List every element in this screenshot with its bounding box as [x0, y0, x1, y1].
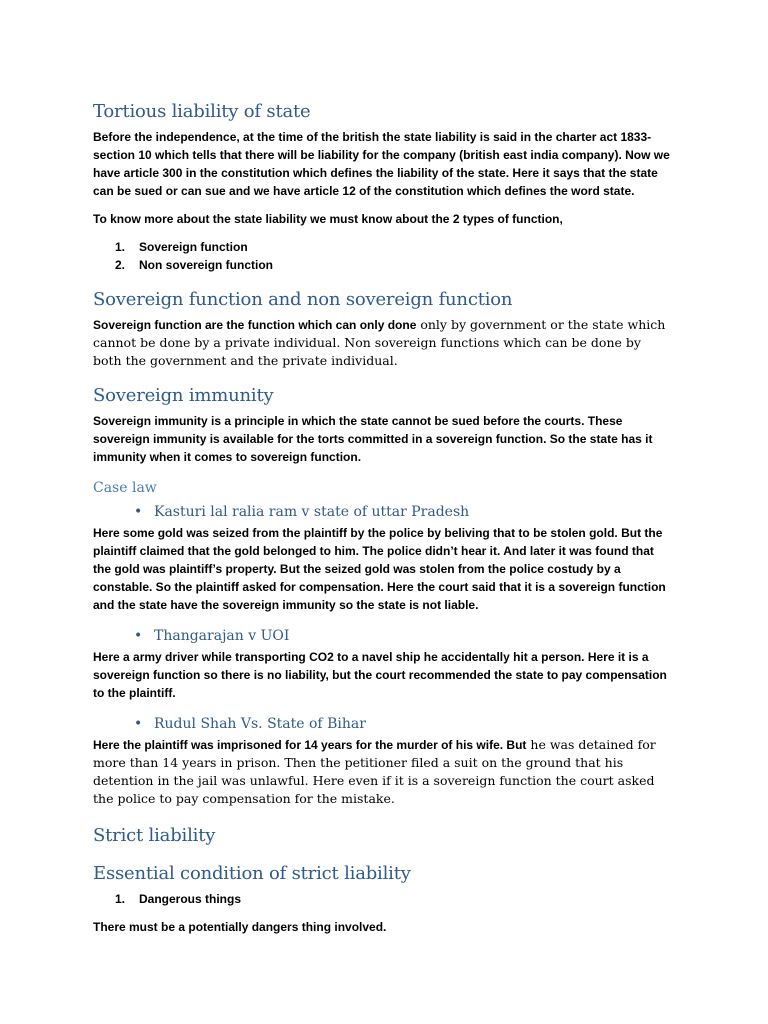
heading-strict-liability: Strict liability	[93, 825, 216, 846]
list-item: 2. Non sovereign function	[115, 258, 274, 272]
paragraph-case-thangarajan: Here a army driver while transporting CO2 to a navel ship he accidentally hit a person. Here it is a sovereign function so there is no liability, but the court recommended the state to pay compensation to the plaintiff.	[93, 650, 667, 700]
heading-case-law: Case law	[93, 480, 157, 496]
list-item: 1. Dangerous things	[115, 892, 242, 906]
paragraph-sovereign-function: Sovereign function are the function which can only done only by government or the state which cannot be done by a private individual. Non sovereign functions which can be done by both the government and the private individual.	[93, 317, 666, 368]
heading-sovereign-function: Sovereign function and non sovereign function	[93, 289, 513, 310]
paragraph-dangerous-thing: There must be a potentially dangers thing involved.	[93, 920, 387, 934]
heading-tortious-liability: Tortious liability of state	[93, 101, 311, 122]
paragraph-types-of-function: To know more about the state liability we must know about the 2 types of function,	[93, 212, 563, 226]
case-title-kasturi-lal: • Kasturi lal ralia ram v state of uttar Pradesh	[134, 504, 470, 520]
case-title-rudul-shah: • Rudul Shah Vs. State of Bihar	[134, 716, 366, 732]
essential-conditions-list	[93, 890, 673, 908]
paragraph-case-kasturi-lal: Here some gold was seized from the plaintiff by the police by beliving that to be stolen gold. But the plaintiff claimed that the gold belonged to him. The police didn’t hear it. And later it was found that the gold was plaintiff’s property. But the seized gold was stolen from the police costudy by a constable. So the plaintiff asked for compensation. Here the court said that it is a sovereign function and the state have the sovereign immunity so the state is not liable.	[93, 526, 666, 612]
heading-sovereign-immunity: Sovereign immunity	[93, 385, 274, 406]
heading-essential-condition: Essential condition of strict liability	[93, 863, 411, 884]
case-title-thangarajan: • Thangarajan v UOI	[134, 628, 290, 644]
paragraph-case-rudul-shah: Here the plaintiff was imprisoned for 14 years for the murder of his wife. But he was detained for more than 14 years in prison. Then the petitioner filed a suit on the ground that his detention in the jail was unlawful. Here even if it is a sovereign function the court asked the police to pay compensation for the mistake.	[93, 737, 656, 806]
paragraph-tortious-intro: Before the independence, at the time of the british the state liability is said in the charter act 1833-section 10 which tells that there will be liability for the company (british east india company). Now we have article 300 in the constitution which defines the liability of the state. Here it says that the state can be sued or can sue and we have article 12 of the constitution which defines the word state.	[93, 130, 670, 198]
function-types-list	[93, 238, 673, 274]
paragraph-sovereign-immunity: Sovereign immunity is a principle in which the state cannot be sued before the courts. These sovereign immunity is available for the torts committed in a sovereign function. So the state has it immunity when it comes to sovereign function.	[93, 414, 653, 464]
document-page	[93, 100, 673, 936]
list-item: 1. Sovereign function	[115, 240, 248, 254]
